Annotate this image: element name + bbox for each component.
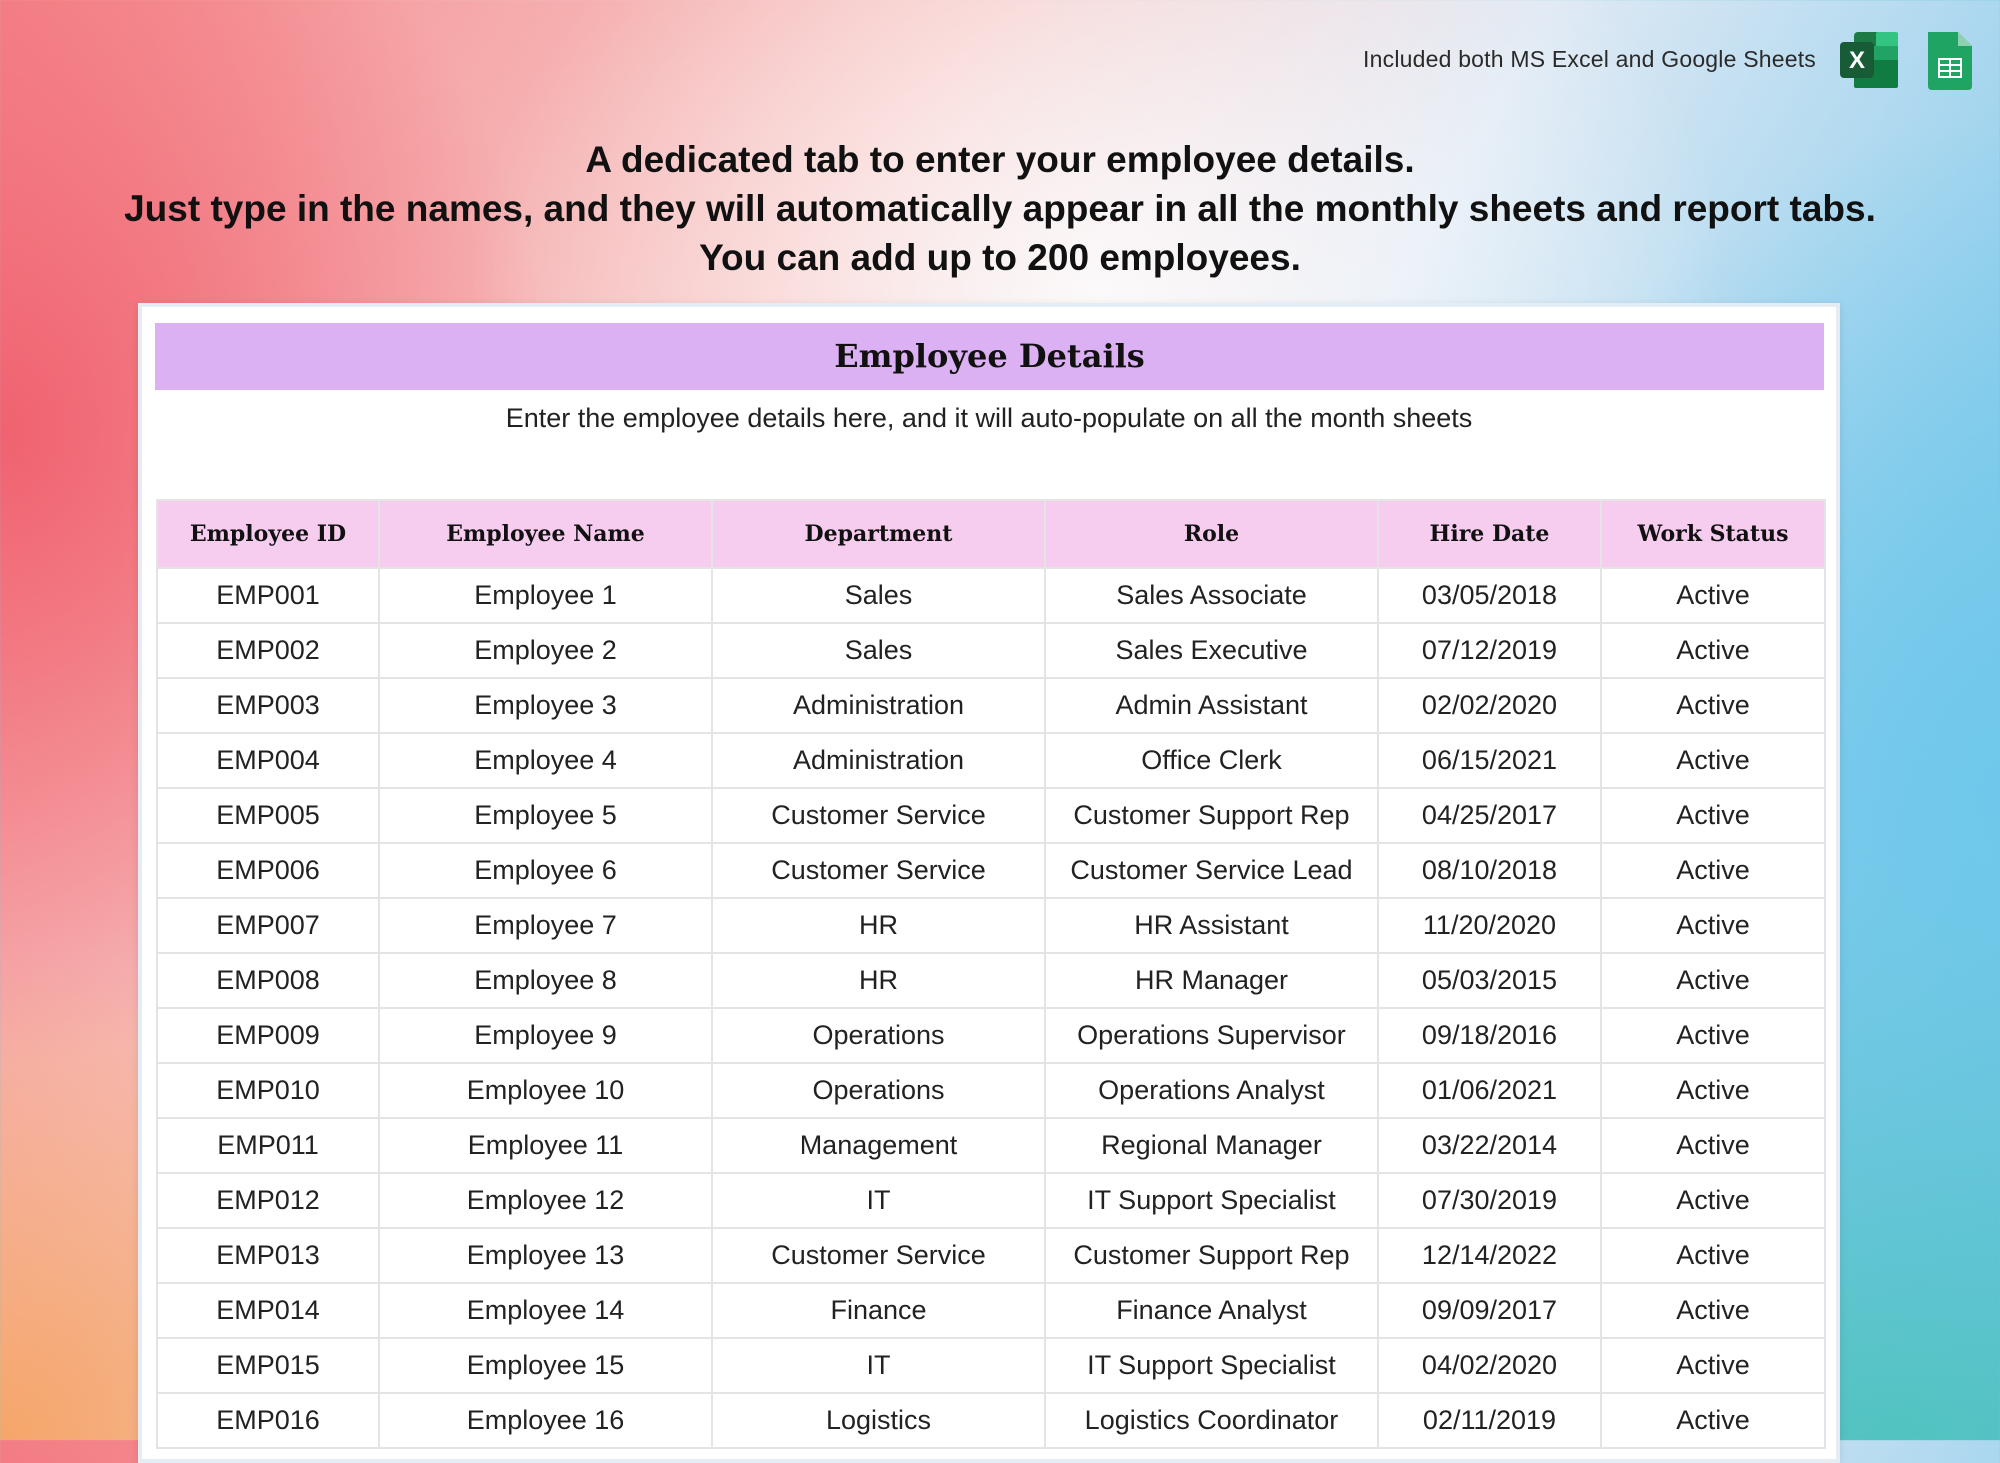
table-cell[interactable]: Active [1601, 1228, 1825, 1283]
table-row [157, 1063, 1825, 1118]
table-cell[interactable]: Active [1601, 1118, 1825, 1173]
table-cell[interactable]: Employee 14 [379, 1283, 712, 1338]
table-cell[interactable]: EMP004 [157, 733, 379, 788]
table-cell[interactable]: Employee 13 [379, 1228, 712, 1283]
table-cell[interactable]: Operations Analyst [1045, 1063, 1378, 1118]
table-cell[interactable]: Active [1601, 788, 1825, 843]
table-cell[interactable]: Active [1601, 898, 1825, 953]
table-cell[interactable]: Administration [712, 678, 1045, 733]
table-row [157, 1283, 1825, 1338]
table-cell[interactable]: 02/02/2020 [1378, 678, 1601, 733]
table-cell[interactable]: Sales Executive [1045, 623, 1378, 678]
column-header[interactable]: Work Status [1601, 500, 1825, 568]
table-cell[interactable]: EMP016 [157, 1393, 379, 1448]
table-cell[interactable]: EMP011 [157, 1118, 379, 1173]
table-cell[interactable]: Employee 16 [379, 1393, 712, 1448]
table-cell[interactable]: Finance Analyst [1045, 1283, 1378, 1338]
table-row [157, 788, 1825, 843]
employee-table [156, 499, 1826, 1449]
table-cell[interactable]: Sales Associate [1045, 568, 1378, 623]
table-cell[interactable]: Finance [712, 1283, 1045, 1338]
table-cell[interactable]: 03/05/2018 [1378, 568, 1601, 623]
table-cell[interactable]: IT Support Specialist [1045, 1173, 1378, 1228]
table-cell[interactable]: IT Support Specialist [1045, 1338, 1378, 1393]
table-cell[interactable]: 03/22/2014 [1378, 1118, 1601, 1173]
table-cell[interactable]: EMP009 [157, 1008, 379, 1063]
table-cell[interactable]: IT [712, 1338, 1045, 1393]
table-cell[interactable]: EMP015 [157, 1338, 379, 1393]
table-cell[interactable]: Customer Support Rep [1045, 788, 1378, 843]
top-note: Included both MS Excel and Google Sheets [1363, 46, 1816, 72]
headline-line-2: Just type in the names, and they will automatically appear in all the monthly sheets and report tabs. [124, 188, 1876, 229]
table-cell[interactable]: EMP003 [157, 678, 379, 733]
table-cell[interactable]: EMP001 [157, 568, 379, 623]
table-cell[interactable]: Regional Manager [1045, 1118, 1378, 1173]
table-cell[interactable]: Customer Support Rep [1045, 1228, 1378, 1283]
table-cell[interactable]: Customer Service [712, 788, 1045, 843]
table-cell[interactable]: EMP006 [157, 843, 379, 898]
table-cell[interactable]: HR [712, 953, 1045, 1008]
table-row [157, 953, 1825, 1008]
sheet-subtitle: Enter the employee details here, and it will auto-populate on all the month sheets [505, 403, 1473, 433]
column-header[interactable]: Employee Name [379, 500, 712, 568]
spreadsheet-card [138, 303, 1840, 1463]
table-cell[interactable]: Active [1601, 1063, 1825, 1118]
table-cell[interactable]: Active [1601, 1283, 1825, 1338]
table-cell[interactable]: EMP007 [157, 898, 379, 953]
table-cell[interactable]: 02/11/2019 [1378, 1393, 1601, 1448]
table-cell[interactable]: 08/10/2018 [1378, 843, 1601, 898]
table-cell[interactable]: EMP008 [157, 953, 379, 1008]
table-cell[interactable]: HR Manager [1045, 953, 1378, 1008]
table-cell[interactable]: Employee 4 [379, 733, 712, 788]
column-header[interactable]: Employee ID [157, 500, 379, 568]
table-cell[interactable]: Active [1601, 953, 1825, 1008]
table-cell[interactable]: Employee 9 [379, 1008, 712, 1063]
table-row [157, 843, 1825, 898]
table-row [157, 678, 1825, 733]
sheet-title: Employee Details [155, 323, 1824, 390]
table-cell[interactable]: Management [712, 1118, 1045, 1173]
table-cell[interactable]: Employee 15 [379, 1338, 712, 1393]
table-cell[interactable]: 11/20/2020 [1378, 898, 1601, 953]
column-header[interactable]: Hire Date [1378, 500, 1601, 568]
table-cell[interactable]: Active [1601, 678, 1825, 733]
table-cell[interactable]: Customer Service Lead [1045, 843, 1378, 898]
table-row [157, 898, 1825, 953]
table-cell[interactable]: 09/09/2017 [1378, 1283, 1601, 1338]
table-cell[interactable]: EMP005 [157, 788, 379, 843]
table-cell[interactable]: Administration [712, 733, 1045, 788]
table-cell[interactable]: Active [1601, 623, 1825, 678]
table-cell[interactable]: Operations Supervisor [1045, 1008, 1378, 1063]
table-cell[interactable]: EMP002 [157, 623, 379, 678]
table-cell[interactable]: Employee 10 [379, 1063, 712, 1118]
headline-line-3: You can add up to 200 employees. [699, 237, 1301, 278]
table-cell[interactable]: 07/12/2019 [1378, 623, 1601, 678]
table-row [157, 733, 1825, 788]
table-cell[interactable]: Active [1601, 733, 1825, 788]
table-header-row [157, 500, 1825, 568]
google-sheets-icon [1918, 28, 1982, 92]
table-cell[interactable]: Employee 8 [379, 953, 712, 1008]
table-cell[interactable]: Active [1601, 1173, 1825, 1228]
table-cell[interactable]: EMP010 [157, 1063, 379, 1118]
table-cell[interactable]: Logistics [712, 1393, 1045, 1448]
table-cell[interactable]: 05/03/2015 [1378, 953, 1601, 1008]
table-cell[interactable]: Active [1601, 1393, 1825, 1448]
table-cell[interactable]: Employee 5 [379, 788, 712, 843]
headline [0, 135, 2000, 282]
table-row [157, 1118, 1825, 1173]
table-cell[interactable]: Sales [712, 623, 1045, 678]
table-cell[interactable]: Active [1601, 843, 1825, 898]
table-cell[interactable]: EMP014 [157, 1283, 379, 1338]
table-cell[interactable]: Customer Service [712, 843, 1045, 898]
table-cell[interactable]: Office Clerk [1045, 733, 1378, 788]
table-cell[interactable]: Employee 3 [379, 678, 712, 733]
table-cell[interactable]: 04/02/2020 [1378, 1338, 1601, 1393]
table-cell[interactable]: HR [712, 898, 1045, 953]
table-cell[interactable]: HR Assistant [1045, 898, 1378, 953]
excel-icon [1838, 28, 1902, 92]
table-cell[interactable]: IT [712, 1173, 1045, 1228]
table-cell[interactable]: Operations [712, 1063, 1045, 1118]
table-row [157, 1008, 1825, 1063]
table-row [157, 1173, 1825, 1228]
table-cell[interactable]: Operations [712, 1008, 1045, 1063]
table-cell[interactable]: 09/18/2016 [1378, 1008, 1601, 1063]
table-cell[interactable]: Employee 2 [379, 623, 712, 678]
table-cell[interactable]: Employee 6 [379, 843, 712, 898]
table-cell[interactable]: Active [1601, 1338, 1825, 1393]
table-cell[interactable]: Employee 7 [379, 898, 712, 953]
column-header[interactable]: Role [1045, 500, 1378, 568]
table-cell[interactable]: 12/14/2022 [1378, 1228, 1601, 1283]
table-cell[interactable]: 01/06/2021 [1378, 1063, 1601, 1118]
table-body [157, 568, 1825, 1448]
table-cell[interactable]: Sales [712, 568, 1045, 623]
table-cell[interactable]: 04/25/2017 [1378, 788, 1601, 843]
table-row [157, 568, 1825, 623]
table-cell[interactable]: Active [1601, 568, 1825, 623]
excel-icon-letter: X [1848, 47, 1866, 74]
table-cell[interactable]: 06/15/2021 [1378, 733, 1601, 788]
table-row [157, 623, 1825, 678]
table-cell[interactable]: EMP012 [157, 1173, 379, 1228]
table-cell[interactable]: Customer Service [712, 1228, 1045, 1283]
table-cell[interactable]: Logistics Coordinator [1045, 1393, 1378, 1448]
table-cell[interactable]: EMP013 [157, 1228, 379, 1283]
table-cell[interactable]: Active [1601, 1008, 1825, 1063]
column-header[interactable]: Department [712, 500, 1045, 568]
table-row [157, 1228, 1825, 1283]
table-cell[interactable]: Employee 11 [379, 1118, 712, 1173]
table-cell[interactable]: Admin Assistant [1045, 678, 1378, 733]
headline-line-1: A dedicated tab to enter your employee details. [585, 139, 1415, 180]
table-cell[interactable]: 07/30/2019 [1378, 1173, 1601, 1228]
table-row [157, 1338, 1825, 1393]
table-cell[interactable]: Employee 12 [379, 1173, 712, 1228]
table-cell[interactable]: Employee 1 [379, 568, 712, 623]
